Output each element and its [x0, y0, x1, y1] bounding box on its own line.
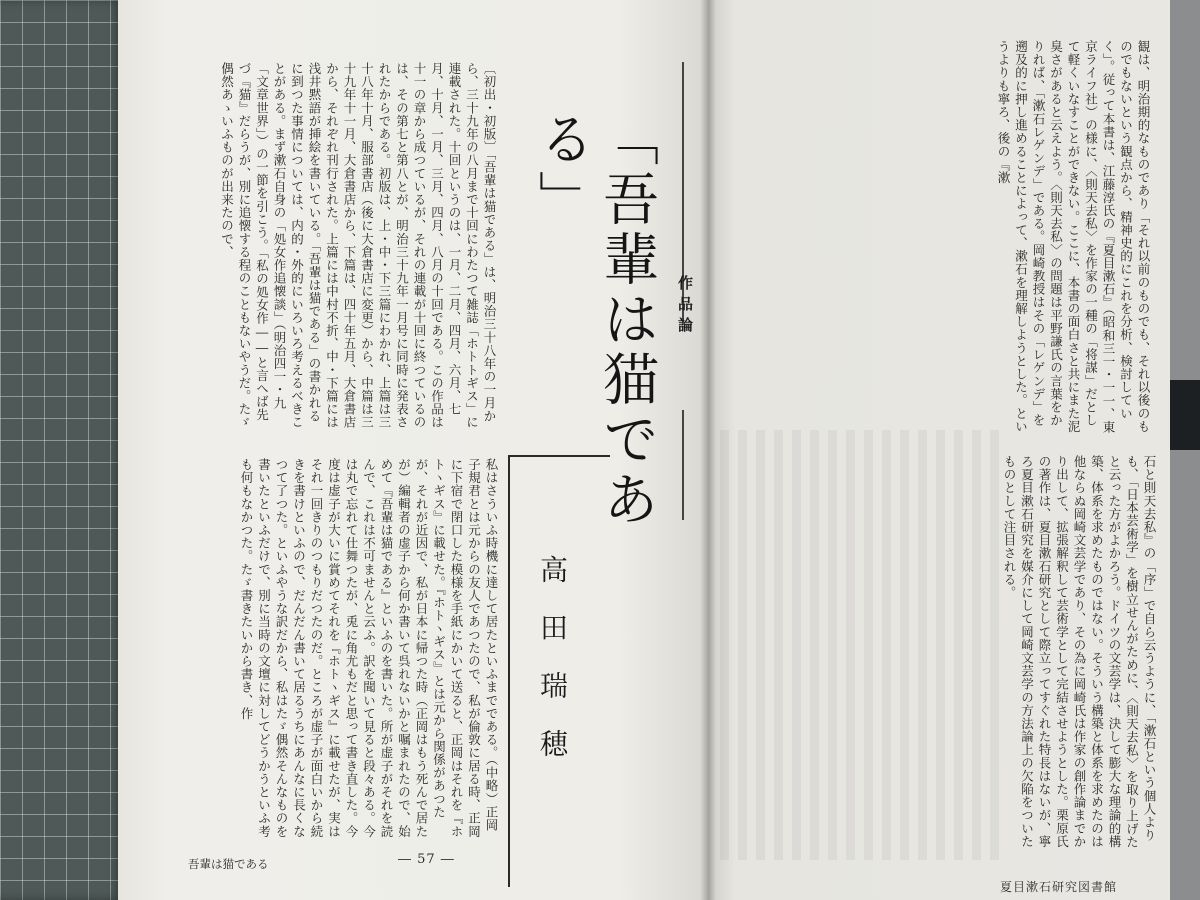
- right-upper-text: 観は、明治期的なものであり「それ以前のものでも、それ以後のものでもないという観点から、精神史的にこれを分析、検討していく」。従って本書は、江藤淳氏の『夏目漱石』（昭和三一・一一、東京ライフ社）の様に、〈則天去私〉を作家の一種の「将謀」だとして軽くいなすことができない。ここに、本書の面白さと共にまた泥臭さがあると云えよう。〈則天去私〉の問題は平野謙氏の言葉をかりれば、「漱石レゲンデ」である。岡崎教授はその「レゲンデ」を遡及的に押し進めることによって、漱石を理解しようとした。というよりも寧ろ、後の『漱: [996, 40, 1151, 434]
- book-gutter: [700, 0, 716, 900]
- author-name: 高田瑞穂: [536, 555, 569, 787]
- show-through-text: [720, 430, 1000, 860]
- title-rule-bottom: [682, 410, 684, 520]
- quote-text-column: 私はさういふ時機に達して居たといふまでである。（中略）正岡子規君とは元からの友人であつたので、私が倫敦に居る時、正岡に下宿で閉口した模様を手紙にかいて送ると、正岡はそれを『ホトヽギス』に載せた。『ホトヽギス』とは元から関係があつたが、それが近因で、私が日本に帰つた時（正岡はもう死んで居たが）編輯者の虚子から何か書いて呉れないかと嘱まれたので、始めて『吾輩は猫である』といふのを書いた。所が虚子がそれを読んで、これは不可ませんと云ふ。訳を聞いて見ると段々ある。今は丸で忘れて仕舞つたが、兎に角尤もだと思って書き直した。今度は虚子が大いに賞めてそれを『ホトヽギス』に載せたが、実はそれ一回きりのつもりだつたのだ。ところが虚子が面白いから続きを書けといふので、だんだん書いて居るうちにあんなに長くなつて了つた。といふやうな訳だから、私はたゞ偶然そんなものを書いたといふだけで、別に当時の文壇に対してどうかうといふ考も何もなかつた。たゞ書きたいから書き、作: [239, 458, 499, 838]
- right-lower-text: 石と則天去私』の「序」で自ら云うように、「漱石という個人よりも、「日本芸術学」を樹立せんがために、〈則天去私〉を取り上げたと云った方がよかろう。ドイツの文芸学は、決して膨大な理論的構築、体系を求めたものではない。そういう構築と体系を求めたのは他ならぬ岡崎文芸学であり、その為に岡崎氏は作家の創作論までかり出して、拡張解釈して芸術学として完結させようとした。栗原氏の著作は、夏目漱石研究として際立ってすぐれた特長はないが、寧ろ夏目漱石研究を媒介にして岡崎文芸学の方法論上の欠陥をついたものとして注目される。: [1002, 455, 1157, 849]
- page-number: ― 57 ―: [398, 852, 455, 867]
- intro-text-column: 〔初出・初版〕「吾輩は猫である」は、明治三十八年の一月から、三十九年の八月まで十回にわたつて雑誌「ホトトギス」に連載された。十回というのは、一月、二月、四月、六月、七月、十月、一月、三月、四月、八月の十回である。この作品は十一の章から成つているが、それの連載が十回に終つているのは、その第七と第八とが、明治三十九年一月号に同時に発表されたからである。初版は、上・中・下三篇にわかれ、上篇は三十八年十月、服部書店（後に大倉書店に変更）から、中篇は三十九年十一月、大倉書店から、下篇は、四十年五月、大倉書店から、それぞれ刊行された。上篇には中村不折、中・下篇には浅井黙語が挿絵を書いている。「吾輩は猫である」の書かれるに到つた事情については、内的・外的にいろいろ考えるべきことがある。まず漱石自身の「処女作追懐談」（明治四一・九「文章世界」）の一節を引こう。「私の処女作――と言へば先づ『猫』だらうが、別に追懐する程のこともないやうだ。たゞ偶然あゝいふものが出来たので、: [219, 62, 497, 429]
- cutting-mat: [0, 0, 122, 900]
- running-title: 吾輩は猫である: [188, 857, 269, 871]
- right-footer: 夏目漱石研究図書館: [1000, 880, 1118, 894]
- article-title: 「吾輩は猫である」: [530, 110, 659, 530]
- section-label: 作品論: [676, 275, 694, 338]
